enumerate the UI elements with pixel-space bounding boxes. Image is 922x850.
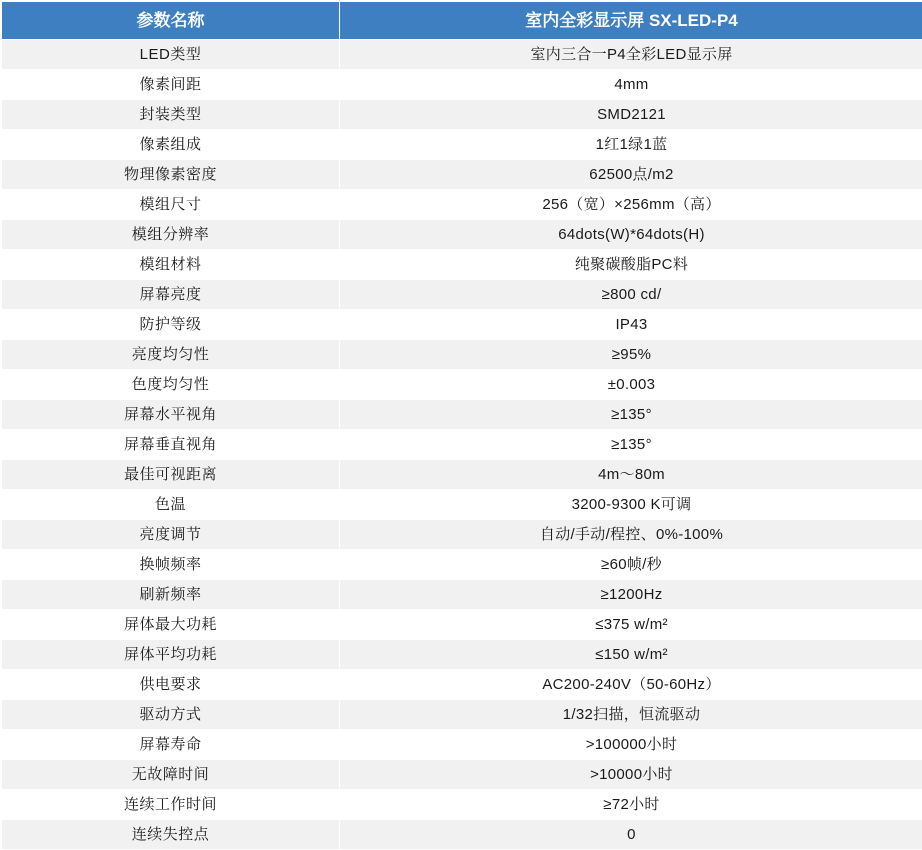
table-row xyxy=(2,820,922,850)
cell-parameter-value: ≥800 cd/ xyxy=(340,280,922,310)
header-cell-product-model: 室内全彩显示屏 SX-LED-P4 xyxy=(340,2,922,40)
cell-parameter-name: 色度均匀性 xyxy=(2,370,340,400)
table-row xyxy=(2,310,922,340)
table-row xyxy=(2,400,922,430)
table-header-row xyxy=(2,2,922,40)
table-row xyxy=(2,370,922,400)
cell-parameter-name: 屏体平均功耗 xyxy=(2,640,340,670)
cell-parameter-name: 像素间距 xyxy=(2,70,340,100)
cell-parameter-value: ±0.003 xyxy=(340,370,922,400)
cell-parameter-name: 亮度调节 xyxy=(2,520,340,550)
cell-parameter-name: 无故障时间 xyxy=(2,760,340,790)
cell-parameter-value: AC200-240V（50-60Hz） xyxy=(340,670,922,700)
table-row xyxy=(2,340,922,370)
cell-parameter-name: 像素组成 xyxy=(2,130,340,160)
table-row xyxy=(2,250,922,280)
cell-parameter-name: 连续失控点 xyxy=(2,820,340,850)
table-row xyxy=(2,790,922,820)
table-row xyxy=(2,70,922,100)
table-row xyxy=(2,670,922,700)
cell-parameter-name: 模组材料 xyxy=(2,250,340,280)
table-row xyxy=(2,100,922,130)
table-row xyxy=(2,700,922,730)
cell-parameter-value: 4mm xyxy=(340,70,922,100)
table-row xyxy=(2,550,922,580)
cell-parameter-value: 1/32扫描，恒流驱动 xyxy=(340,700,922,730)
cell-parameter-name: 最佳可视距离 xyxy=(2,460,340,490)
table-row xyxy=(2,280,922,310)
table-row xyxy=(2,610,922,640)
cell-parameter-value: 256（宽）×256mm（高） xyxy=(340,190,922,220)
cell-parameter-value: 4m～80m xyxy=(340,460,922,490)
cell-parameter-value: 1红1绿1蓝 xyxy=(340,130,922,160)
table-row xyxy=(2,220,922,250)
table-row xyxy=(2,730,922,760)
cell-parameter-name: 屏幕亮度 xyxy=(2,280,340,310)
table-row xyxy=(2,580,922,610)
cell-parameter-name: 色温 xyxy=(2,490,340,520)
cell-parameter-value: ≤375 w/m² xyxy=(340,610,922,640)
cell-parameter-value: IP43 xyxy=(340,310,922,340)
cell-parameter-name: 防护等级 xyxy=(2,310,340,340)
cell-parameter-value: 自动/手动/程控、0%-100% xyxy=(340,520,922,550)
cell-parameter-name: 模组尺寸 xyxy=(2,190,340,220)
cell-parameter-value: ≥95% xyxy=(340,340,922,370)
cell-parameter-name: 屏幕寿命 xyxy=(2,730,340,760)
header-cell-parameter-name: 参数名称 xyxy=(2,2,340,40)
cell-parameter-name: 屏幕水平视角 xyxy=(2,400,340,430)
table-row xyxy=(2,490,922,520)
cell-parameter-value: ≥72小时 xyxy=(340,790,922,820)
cell-parameter-value: ≥135° xyxy=(340,400,922,430)
cell-parameter-name: 连续工作时间 xyxy=(2,790,340,820)
cell-parameter-value: SMD2121 xyxy=(340,100,922,130)
cell-parameter-value: 62500点/m2 xyxy=(340,160,922,190)
cell-parameter-name: 屏体最大功耗 xyxy=(2,610,340,640)
table-row xyxy=(2,760,922,790)
cell-parameter-value: ≥135° xyxy=(340,430,922,460)
cell-parameter-value: 64dots(W)*64dots(H) xyxy=(340,220,922,250)
led-specification-table xyxy=(1,1,922,850)
table-row xyxy=(2,460,922,490)
cell-parameter-name: 亮度均匀性 xyxy=(2,340,340,370)
cell-parameter-value: ≥1200Hz xyxy=(340,580,922,610)
cell-parameter-name: 刷新频率 xyxy=(2,580,340,610)
cell-parameter-value: >100000小时 xyxy=(340,730,922,760)
cell-parameter-name: 封装类型 xyxy=(2,100,340,130)
cell-parameter-name: 模组分辨率 xyxy=(2,220,340,250)
cell-parameter-value: 3200-9300 K可调 xyxy=(340,490,922,520)
table-row xyxy=(2,190,922,220)
cell-parameter-value: ≤150 w/m² xyxy=(340,640,922,670)
cell-parameter-name: 供电要求 xyxy=(2,670,340,700)
table-row xyxy=(2,430,922,460)
table-row xyxy=(2,130,922,160)
table-header xyxy=(2,2,922,40)
cell-parameter-name: 驱动方式 xyxy=(2,700,340,730)
cell-parameter-name: 物理像素密度 xyxy=(2,160,340,190)
cell-parameter-value: ≥60帧/秒 xyxy=(340,550,922,580)
table-row xyxy=(2,40,922,70)
table-row xyxy=(2,160,922,190)
cell-parameter-name: 屏幕垂直视角 xyxy=(2,430,340,460)
cell-parameter-value: 室内三合一P4全彩LED显示屏 xyxy=(340,40,922,70)
table-body xyxy=(2,40,922,850)
cell-parameter-value: 纯聚碳酸脂PC料 xyxy=(340,250,922,280)
cell-parameter-name: 换帧频率 xyxy=(2,550,340,580)
cell-parameter-value: 0 xyxy=(340,820,922,850)
cell-parameter-value: >10000小时 xyxy=(340,760,922,790)
table-row xyxy=(2,640,922,670)
table-row xyxy=(2,520,922,550)
cell-parameter-name: LED类型 xyxy=(2,40,340,70)
